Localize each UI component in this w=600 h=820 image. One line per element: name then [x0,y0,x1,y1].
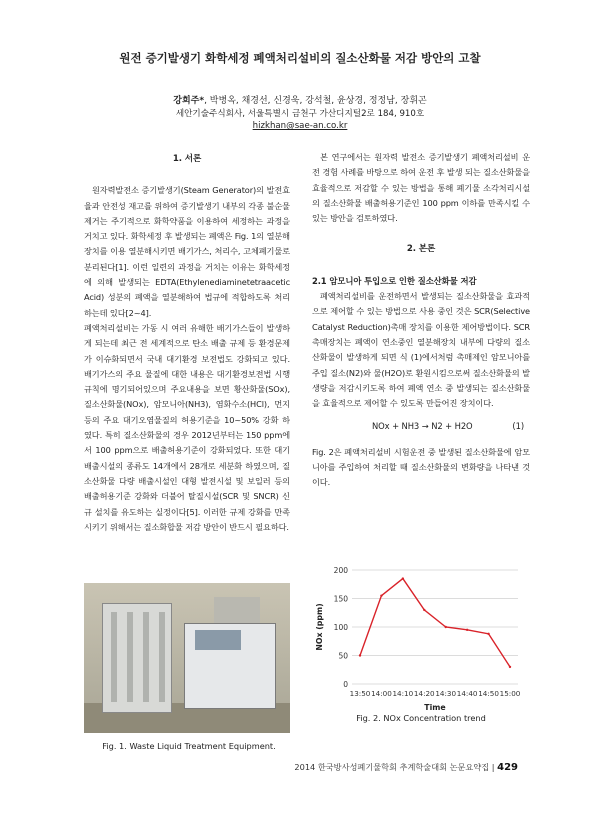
x-tick-label: 14:20 [413,689,435,698]
right-column [312,150,530,491]
x-tick-label: 14:40 [456,689,478,698]
intro-paragraph-2: 폐액처리설비는 가동 시 여러 유해한 배기가스들이 발생하게 되는데 최근 전 세계적으로 탄소 배출 규제 등 환경문제가 이슈화되면서 국내 대기환경 보전법도 강화되고 있다. 배기가스의 주요 물질에 대한 내용은 대기환경보전법 시행규칙에 명기되어있으며 주요내용을 보면 황산화물(SOx), 질소산화물(NOx), 암모니아(NH3), 염화수소(HCl), 먼지 등의 주요 대기오염물질의 허용기준을 10~50% 강화 하였다. 특히 질소산화물의 경우 2012년부터는 150 ppm에서 100 ppm으로 배출허용기준이 강화되었다. 또한 대기배출시설의 종류도 14개에서 28개로 세분화 하였으며, 질소산화물 다량 배출시설인 대형 발전시설 및 보일러 등의 배출허용기준 강화와 더불어 탈질시설(SCR 및 SNCR) 신규 설치를 유도하는 실정이다[5]. 이러한 규제 강화를 만족시키기 위해서는 질소화합물 저감 방안이 반드시 필요하다. [84,322,290,532]
paper-title: 원전 증기발생기 화학세정 폐액처리설비의 질소산화물 저감 방안의 고찰 [119,51,481,65]
data-point [359,654,361,656]
affiliation: 세안기술주식회사, 서울특별시 금천구 가산디지털2로 184, 910호 [175,109,425,119]
data-point [487,633,489,635]
figure-1-caption: Fig. 1. Waste Liquid Treatment Equipment. [102,741,276,751]
subsection-heading: 2.1 암모니아 투입으로 인한 질소산화물 저감 [312,275,477,286]
x-tick-label: 14:00 [371,689,392,698]
x-tick-label: 15:00 [499,689,521,698]
data-point [466,629,468,631]
y-tick-label: 50 [338,651,348,661]
co-authors: , 박병옥, 채경선, 신경욱, 강석철, 윤상경, 정정남, 장휘곤 [204,96,427,106]
x-tick-label: 14:10 [392,689,414,698]
nox-chart [312,560,530,710]
y-tick-label: 0 [343,680,348,689]
page-number: 429 [497,762,518,773]
author-email[interactable]: hizkhan@sae-an.co.kr [252,121,348,131]
equation-1 [312,411,530,444]
equation-number: (1) [512,421,524,432]
x-tick-label: 14:50 [478,689,499,698]
figure-2-caption: Fig. 2. NOx Concentration trend [356,713,486,723]
data-point [445,626,447,628]
x-axis-label: Time [424,703,446,710]
x-tick-label: 14:30 [435,689,457,698]
intro-paragraph-3: 본 연구에서는 원자력 발전소 증기발생기 폐액처리설비 운전 경험 사례를 바탕으로 하여 운전 후 발생 되는 질소산화물을 효율적으로 저감할 수 있는 방법을 통해 폐기물 소각처리시설의 질소산화물 배출허용기준인 100 ppm 이하를 만족시킬 수 있는 방안을 검토하였다. [312,152,530,224]
x-tick-label: 13:50 [349,689,371,698]
y-tick-label: 200 [333,566,348,575]
data-point [380,594,382,596]
equation-text: NOx + NH3 → N2 + H2O [372,421,473,432]
y-axis-label: NOx (ppm) [315,603,324,651]
data-point [423,609,425,611]
intro-paragraph-1: 원자력발전소 증기발생기(Steam Generator)의 발전효율과 안전성 재고를 위하여 증기발생기 내부의 각종 불순물 제거는 주기적으로 화학약품을 이용하여 세정하는 과정을 거치고 있다. 화학세정 후 발생되는 폐액은 Fig. 1의 열분해 장치를 이용 열분해시키면 배기가스, 처리수, 고체폐기물로 분리된다[1]. 이런 일련의 과정을 거치는 이유는 화학세정에 의해 발생되는 EDTA(Ethylenediaminetetraacetic Acid) 성분의 폐액을 열분해하여 법규에 적합하도록 처리하는데 있다[2~4]. [84,185,290,318]
left-column [84,150,290,535]
section-heading-body: 2. 본론 [406,244,436,255]
data-point [402,577,404,579]
equipment-photo [84,583,290,733]
body-paragraph-2: Fig. 2은 폐액처리설비 시험운전 중 발생된 질소산화물에 암모니아를 주입하여 처리할 때 질소산화물의 변화량을 나타낸 것이다. [312,446,530,488]
body-paragraph-1: 폐액처리설비를 운전하면서 발생되는 질소산화물을 효과적으로 제어할 수 있는 방법으로 사용 중인 것은 SCR(Selective Catalyst Reduction)촉매 장치를 이용한 제어방법이다. SCR 촉매장치는 폐액이 연소중인 열분해장치 내부에 다량의 질소산화물이 발생하게 되면 식 (1)에서처럼 촉매제인 암모니아를 주입 질소(N2)와 물(H2O)로 환원시킴으로써 질소산화물의 발생량을 저감시키도록 하여 폐액 연소 중 발생되는 질소산화물을 효율적으로 제어할 수 있도록 만들어진 장치이다. [312,291,530,409]
y-tick-label: 100 [333,623,348,632]
section-heading-intro: 1. 서론 [172,154,202,164]
footer-text: 2014 한국방사성폐기물학회 추계학술대회 논문요약집 | [294,762,498,772]
author-list [0,93,600,106]
lead-author: 강희주* [173,96,205,106]
data-point [509,666,511,668]
page-footer [294,762,518,773]
series-line [360,579,510,667]
y-tick-label: 150 [333,594,348,604]
